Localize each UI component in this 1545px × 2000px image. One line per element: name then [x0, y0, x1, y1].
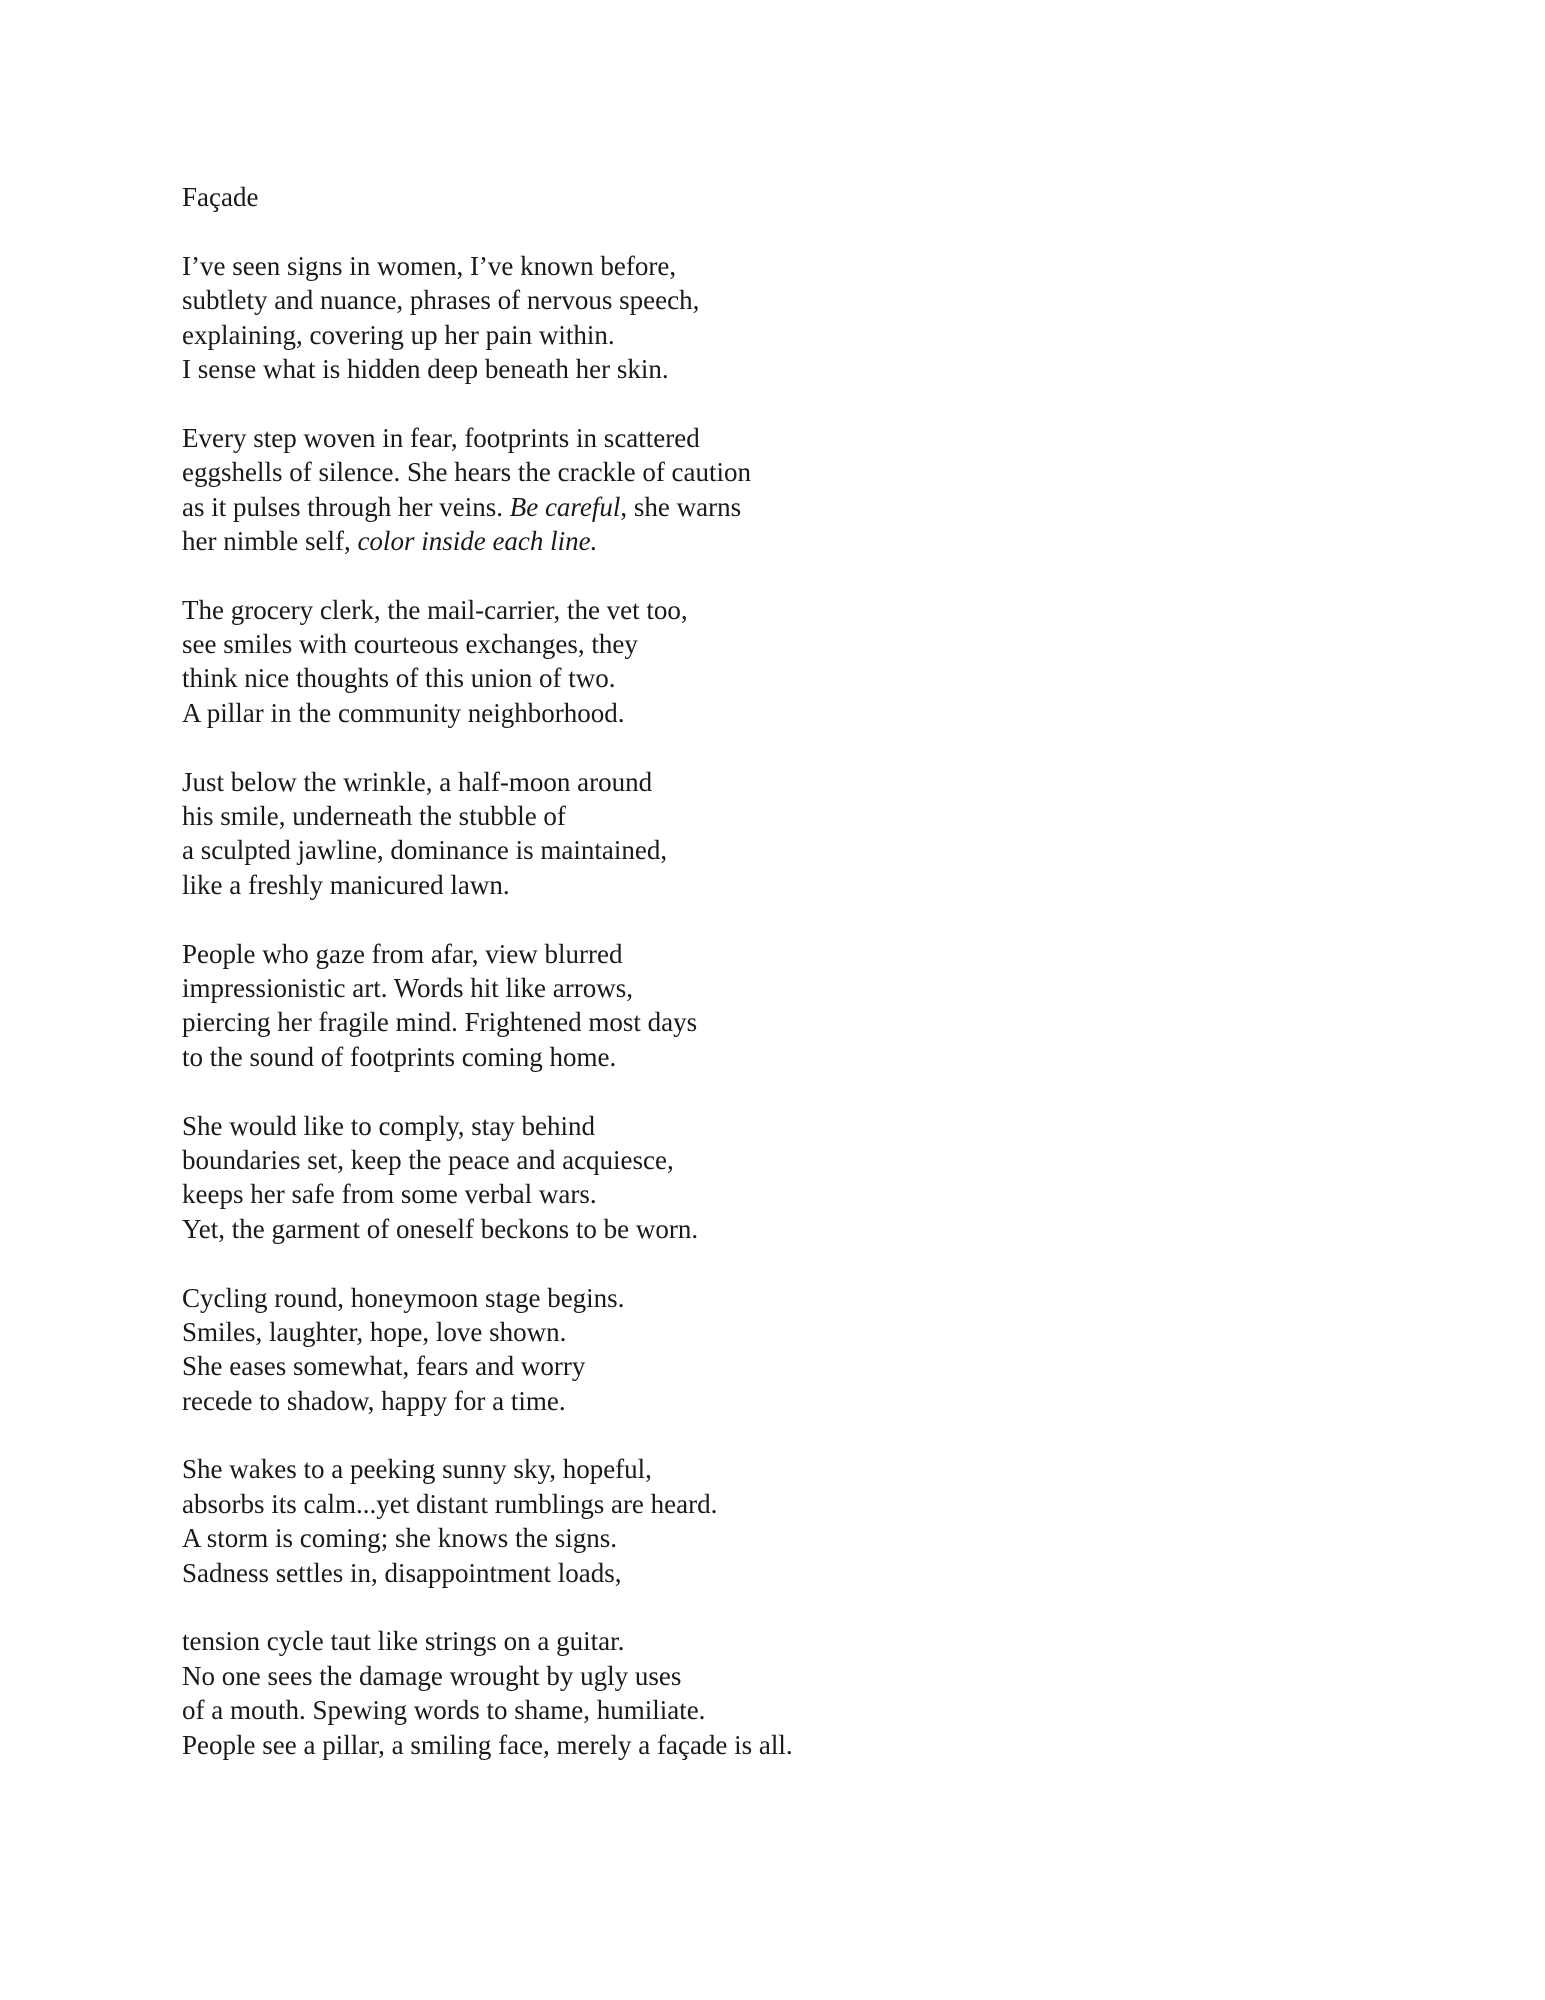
line-text: Sadness settles in, disappointment loads, [182, 1557, 622, 1588]
poem-line [182, 1556, 1382, 1590]
poem-line [182, 1109, 1382, 1143]
line-text: piercing her fragile mind. Frightened most days [182, 1007, 698, 1038]
line-text: Every step woven in fear, footprints in scattered [182, 422, 700, 453]
poem-line [182, 421, 1382, 455]
line-text: of a mouth. Spewing words to shame, humiliate. [182, 1695, 706, 1726]
line-text: People see a pillar, a smiling face, merely a façade is all. [182, 1729, 793, 1760]
poem-line [182, 765, 1382, 799]
poem-line [182, 696, 1382, 730]
poem-line [182, 1005, 1382, 1039]
poem-line [182, 868, 1382, 902]
stanza [182, 421, 1382, 559]
italic-text: Be careful [509, 491, 621, 522]
line-text: I sense what is hidden deep beneath her skin. [182, 353, 669, 384]
line-text: boundaries set, keep the peace and acquiesce, [182, 1144, 674, 1175]
poem-line [182, 1624, 1382, 1658]
poem-line [182, 1281, 1382, 1315]
line-text: She would like to comply, stay behind [182, 1110, 595, 1141]
line-text: like a freshly manicured lawn. [182, 869, 510, 900]
poem-line [182, 524, 1382, 558]
stanza [182, 1109, 1382, 1247]
line-text: see smiles with courteous exchanges, they [182, 629, 638, 660]
line-text: Yet, the garment of oneself beckons to be worn. [182, 1213, 699, 1244]
line-text: recede to shadow, happy for a time. [182, 1385, 566, 1416]
line-text: explaining, covering up her pain within. [182, 319, 615, 350]
line-text: think nice thoughts of this union of two. [182, 663, 616, 694]
poem-line [182, 937, 1382, 971]
italic-text: color inside each line. [357, 525, 598, 556]
poem-line [182, 1452, 1382, 1486]
line-text: A storm is coming; she knows the signs. [182, 1523, 618, 1554]
line-text: A pillar in the community neighborhood. [182, 697, 625, 728]
poem-line [182, 971, 1382, 1005]
poem-line [182, 1212, 1382, 1246]
line-text: keeps her safe from some verbal wars. [182, 1179, 597, 1210]
poem-title: Façade [182, 182, 259, 212]
poem-line [182, 1659, 1382, 1693]
poem-line [182, 1487, 1382, 1521]
line-text: his smile, underneath the stubble of [182, 801, 566, 832]
line-text: absorbs its calm...yet distant rumblings are heard. [182, 1488, 718, 1519]
line-text: No one sees the damage wrought by ugly uses [182, 1660, 682, 1691]
poem-line [182, 661, 1382, 695]
poem-line [182, 1315, 1382, 1349]
poem [182, 180, 1382, 1796]
poem-line [182, 833, 1382, 867]
poem-line [182, 1693, 1382, 1727]
line-text: to the sound of footprints coming home. [182, 1041, 617, 1072]
line-text: tension cycle taut like strings on a guitar. [182, 1626, 625, 1657]
poem-line [182, 1040, 1382, 1074]
poem-line [182, 627, 1382, 661]
poem-line [182, 283, 1382, 317]
stanza [182, 1624, 1382, 1762]
stanza [182, 249, 1382, 387]
line-text: as it pulses through her veins. [182, 491, 510, 522]
poem-line [182, 455, 1382, 489]
poem-line [182, 1143, 1382, 1177]
line-text: impressionistic art. Words hit like arrows, [182, 972, 634, 1003]
poem-line [182, 1521, 1382, 1555]
poem-line [182, 1177, 1382, 1211]
line-text: Smiles, laughter, hope, love shown. [182, 1316, 567, 1347]
poem-line [182, 1728, 1382, 1762]
poem-line [182, 1349, 1382, 1383]
stanza [182, 937, 1382, 1075]
poem-body [182, 249, 1382, 1762]
line-text: I’ve seen signs in women, I’ve known before, [182, 250, 677, 281]
poem-line [182, 490, 1382, 524]
line-text: her nimble self, [182, 525, 358, 556]
poem-line [182, 1384, 1382, 1418]
stanza [182, 1452, 1382, 1590]
stanza [182, 1281, 1382, 1419]
line-text: Cycling round, honeymoon stage begins. [182, 1282, 625, 1313]
poem-line [182, 799, 1382, 833]
line-text: She wakes to a peeking sunny sky, hopeful, [182, 1454, 652, 1485]
poem-line [182, 249, 1382, 283]
line-text: eggshells of silence. She hears the crackle of caution [182, 457, 752, 488]
line-text: Just below the wrinkle, a half-moon around [182, 766, 653, 797]
line-text: The grocery clerk, the mail-carrier, the vet too, [182, 594, 688, 625]
stanza [182, 765, 1382, 903]
poem-line [182, 352, 1382, 386]
line-text: , she warns [620, 491, 742, 522]
line-text: a sculpted jawline, dominance is maintained, [182, 835, 668, 866]
stanza [182, 593, 1382, 731]
poem-line [182, 318, 1382, 352]
line-text: subtlety and nuance, phrases of nervous speech, [182, 285, 700, 316]
line-text: She eases somewhat, fears and worry [182, 1351, 586, 1382]
line-text: People who gaze from afar, view blurred [182, 938, 623, 969]
poem-line [182, 593, 1382, 627]
